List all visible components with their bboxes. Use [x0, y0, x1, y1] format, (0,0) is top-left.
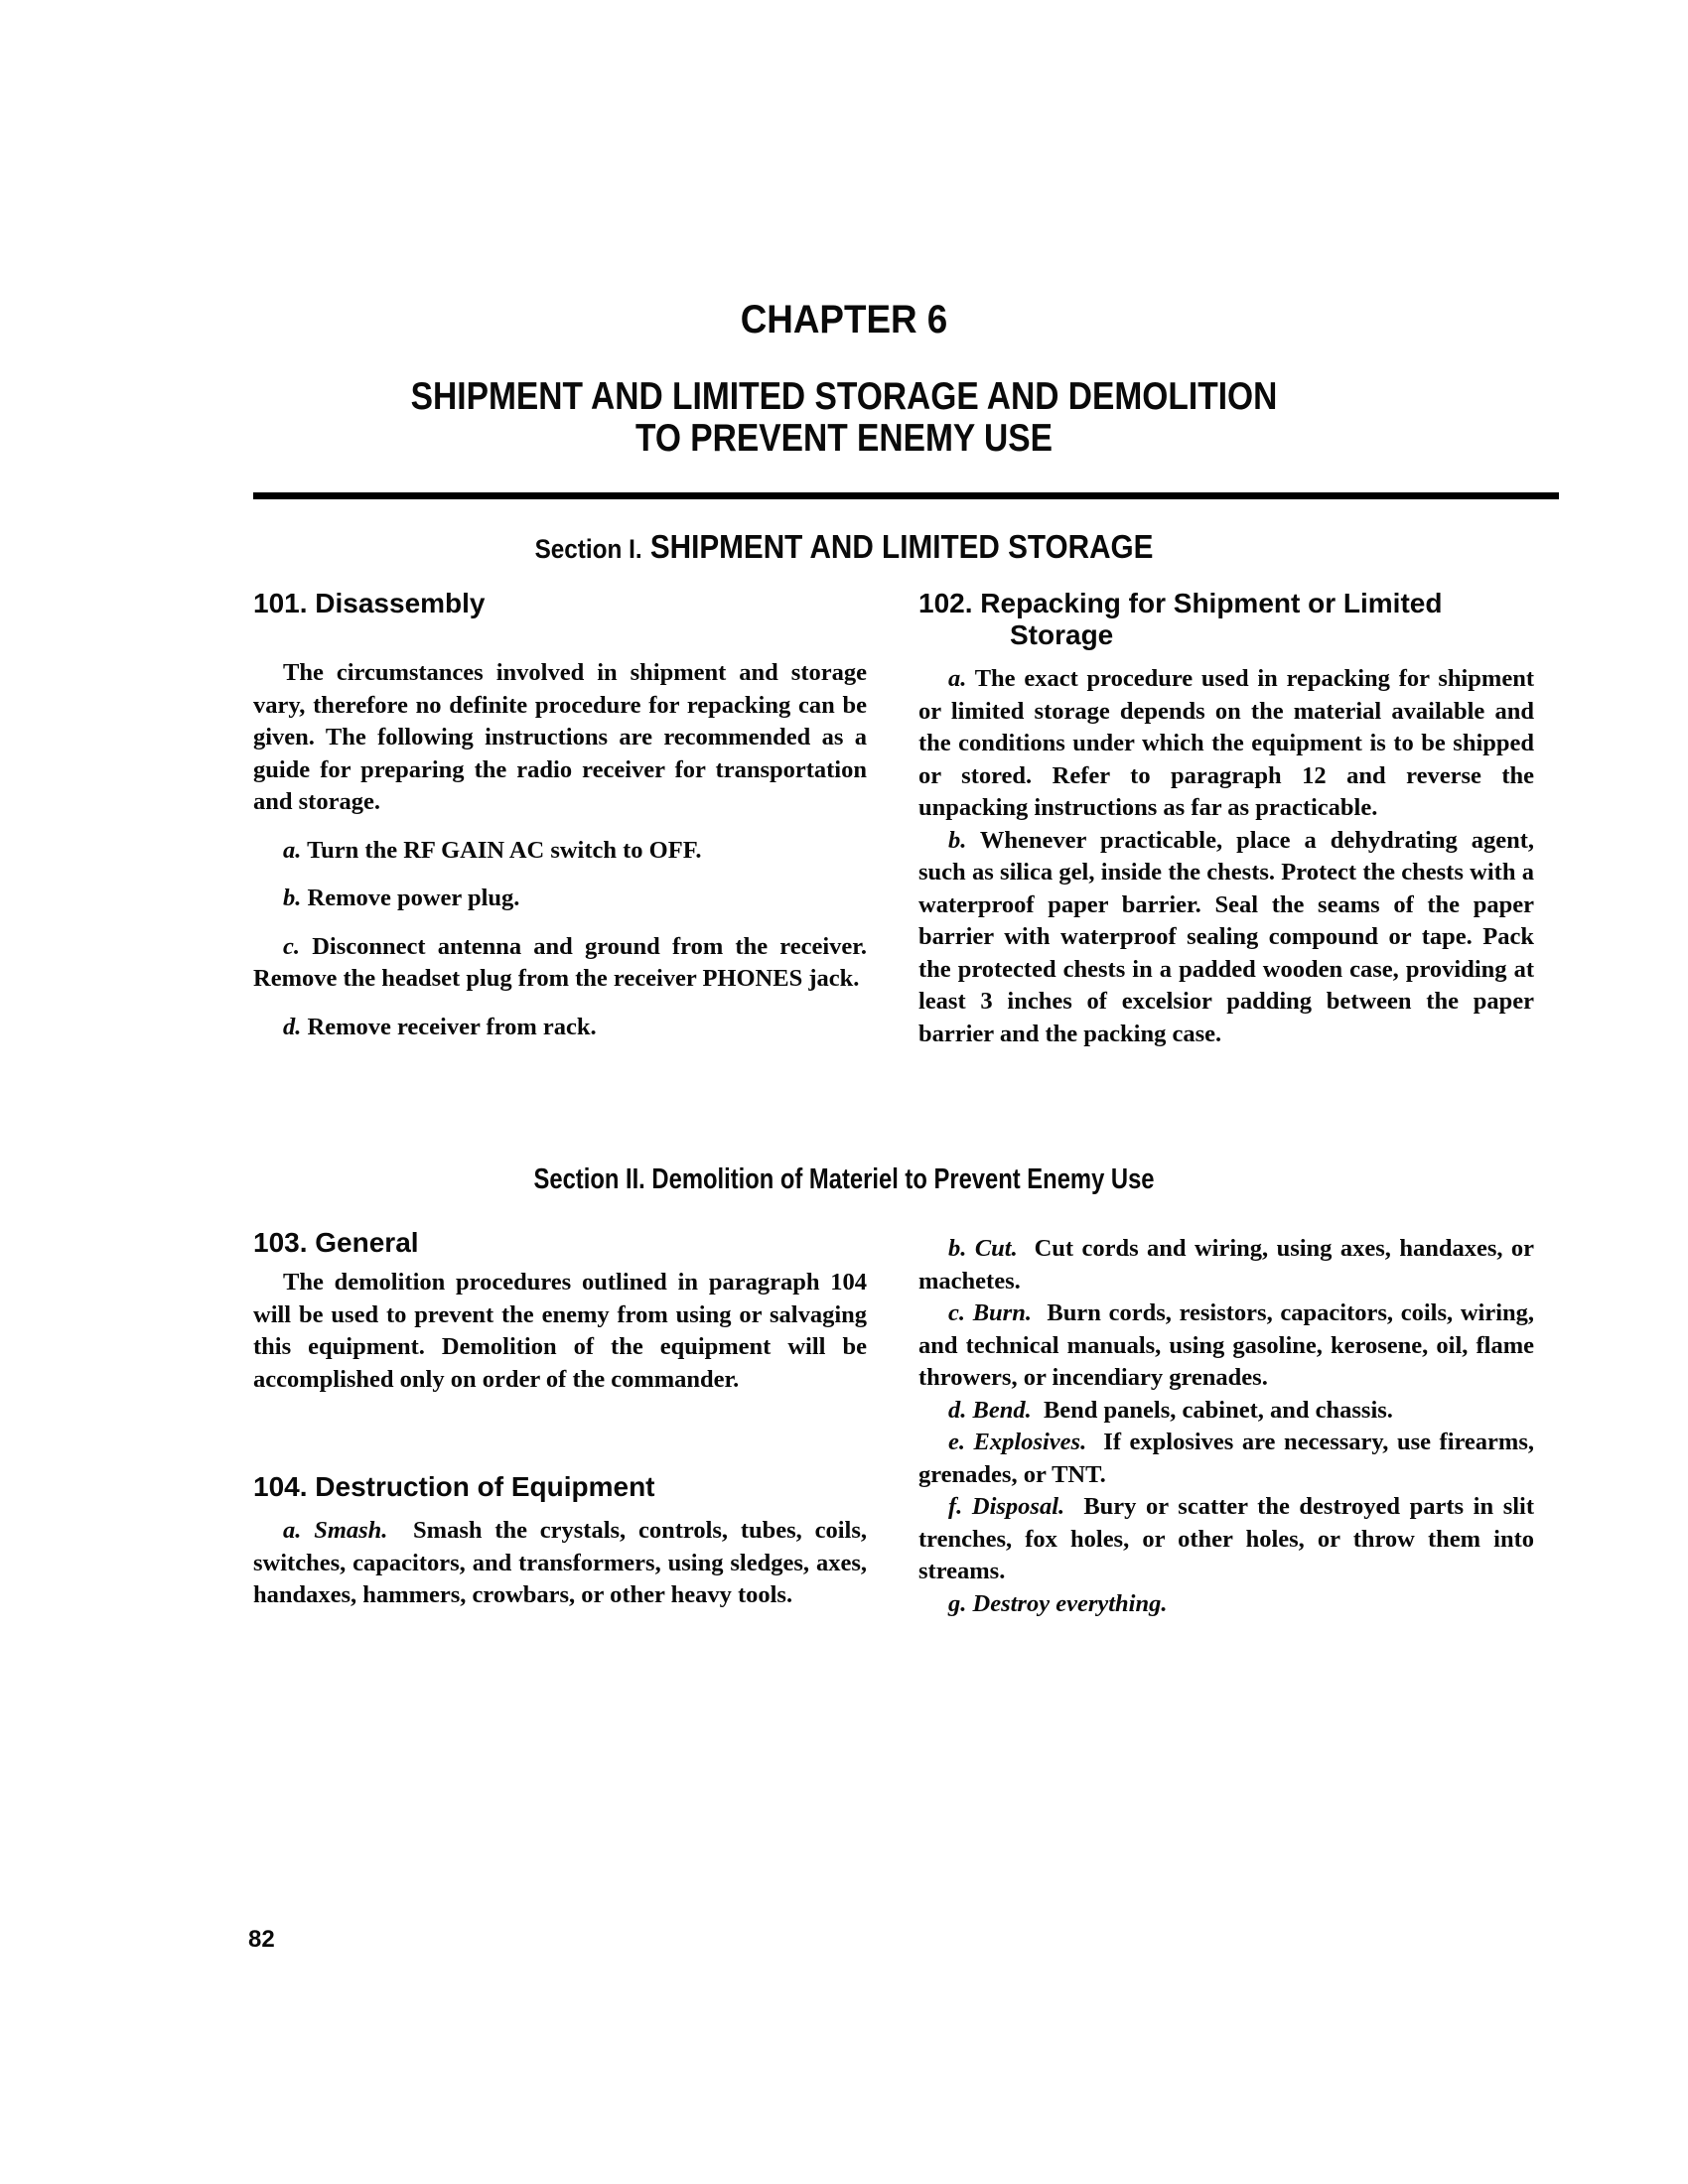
paragraph-104-number: 104. [253, 1471, 308, 1502]
paragraph-101-body [253, 657, 867, 1043]
paragraph-101-number: 101. [253, 588, 308, 618]
paragraph-104-item-f [918, 1491, 1534, 1588]
section-1-heading [84, 528, 1604, 566]
item-text: Whenever practicable, place a dehydrating agent, such as silica gel, inside the chests. Protect the chests with a waterproof paper barrier. Seal the seams of the paper barrier with waterproof sealing compound or tape. Pack the protected chests in a padded wooden case, providing at least 3 inches of excelsior padding between the paper barrier and the packing case. [918, 826, 1534, 1047]
item-letter: f. [948, 1493, 963, 1520]
paragraph-103-title: General [315, 1227, 419, 1258]
item-letter: a. [948, 665, 967, 692]
paragraph-104-item-b [918, 1233, 1534, 1297]
section-2-title: Demolition of Materiel to Prevent Enemy Use [651, 1163, 1155, 1195]
item-term: Disposal. [971, 1493, 1065, 1520]
paragraph-103-number: 103. [253, 1227, 308, 1258]
item-term: Explosives. [973, 1429, 1087, 1455]
paragraph-104-heading [253, 1471, 867, 1503]
paragraph-101-item-d [253, 1012, 867, 1044]
item-text: Smash the crystals, controls, tubes, coils, switches, capacitors, and transformers, using sledges, axes, handaxes, hammers, crowbars, or other heavy tools. [253, 1517, 867, 1608]
item-text: Burn cords, resistors, capacitors, coils, wiring, and technical manuals, using gasoline, kerosene, oil, flame throwers, or incendiary grenades. [918, 1299, 1535, 1391]
item-letter: c. [283, 932, 300, 960]
paragraph-101-title: Disassembly [315, 588, 486, 618]
paragraph-101-intro: The circumstances involved in shipment and storage vary, therefore no definite procedure for repacking can be given. The following instructions are recommended as a guide for preparing the radio receiver for transportation and storage. [253, 659, 867, 815]
paragraph-103-text: The demolition procedures outlined in paragraph 104 will be used to prevent the enemy from using or salvaging this equipment. Demolition of the equipment will be accomplished only on order of the commander. [253, 1269, 867, 1393]
paragraph-104 [253, 1471, 867, 1612]
paragraph-102-number: 102. [918, 588, 973, 618]
item-text: Bury or scatter the destroyed parts in slit trenches, fox holes, or other holes, or throw them into streams. [918, 1493, 1534, 1584]
chapter-title-line-2: TO PREVENT ENEMY USE [635, 417, 1053, 460]
item-letter: d. [948, 1396, 967, 1424]
item-letter: g. [948, 1589, 967, 1617]
paragraph-101-item-c [253, 931, 867, 996]
item-text: Turn the RF GAIN AC switch to OFF. [307, 836, 702, 864]
header-rule-divider [253, 492, 1559, 499]
paragraph-104-body-right [918, 1233, 1534, 1620]
item-term: Burn. [972, 1299, 1032, 1326]
paragraph-101-heading [253, 588, 867, 619]
paragraph-104-title: Destruction of Equipment [315, 1471, 655, 1502]
item-letter: b. [948, 1235, 967, 1262]
item-term: Smash. [314, 1517, 388, 1544]
paragraph-104-continued [918, 1233, 1534, 1620]
item-text: Remove receiver from rack. [307, 1013, 597, 1040]
item-text: Cut cords and wiring, using axes, handaxes, or machetes. [918, 1235, 1535, 1295]
paragraph-101-item-b [253, 883, 867, 915]
paragraph-104-item-e [918, 1427, 1534, 1491]
item-text: Disconnect antenna and ground from the receiver. Remove the headset plug from the receiver PHONES jack. [253, 932, 867, 992]
item-text: The exact procedure used in repacking for shipment or limited storage depends on the material available and the conditions under which the equipment is to be shipped or stored. Refer to paragraph 12 and reverse the unpacking instructions as far as practicable. [918, 665, 1534, 821]
section-2-heading [152, 1163, 1536, 1196]
item-letter: e. [948, 1429, 965, 1455]
paragraph-104-item-a [253, 1515, 867, 1612]
item-text: Remove power plug. [307, 885, 520, 911]
paragraph-104-body-left [253, 1515, 867, 1612]
item-term: Destroy everything. [972, 1589, 1168, 1617]
item-letter: d. [283, 1013, 302, 1040]
item-text: If explosives are necessary, use firearms, grenades, or TNT. [918, 1429, 1534, 1488]
paragraph-103-heading [253, 1227, 867, 1259]
paragraph-101-item-a [253, 835, 867, 868]
item-letter: b. [948, 826, 967, 854]
paragraph-103 [253, 1227, 867, 1396]
chapter-title-line-1: SHIPMENT AND LIMITED STORAGE AND DEMOLITION [410, 375, 1278, 418]
item-letter: c. [948, 1299, 965, 1326]
paragraph-102-body [918, 663, 1534, 1050]
item-term: Bend. [972, 1396, 1032, 1424]
chapter-number: CHAPTER 6 [740, 298, 948, 341]
paragraph-104-item-c [918, 1297, 1534, 1395]
section-1-title: SHIPMENT AND LIMITED STORAGE [649, 528, 1154, 565]
paragraph-102-title: Repacking for Shipment or Limited Storage [980, 588, 1443, 650]
section-1-label: Section I. [534, 534, 642, 564]
paragraph-102-heading [918, 588, 1534, 651]
item-term: Cut. [974, 1235, 1018, 1262]
item-text: Bend panels, cabinet, and chassis. [1043, 1396, 1393, 1424]
item-letter: b. [283, 885, 302, 911]
item-letter: a. [283, 1517, 302, 1544]
paragraph-102 [918, 588, 1534, 1050]
paragraph-104-item-d [918, 1395, 1534, 1428]
section-2-label: Section II. [533, 1163, 645, 1195]
paragraph-104-item-g [918, 1588, 1534, 1621]
paragraph-103-body [253, 1267, 867, 1396]
page-number: 82 [248, 1926, 275, 1953]
paragraph-102-item-b [918, 825, 1534, 1051]
paragraph-101 [253, 588, 867, 1043]
paragraph-102-item-a [918, 663, 1534, 825]
item-letter: a. [283, 836, 302, 864]
